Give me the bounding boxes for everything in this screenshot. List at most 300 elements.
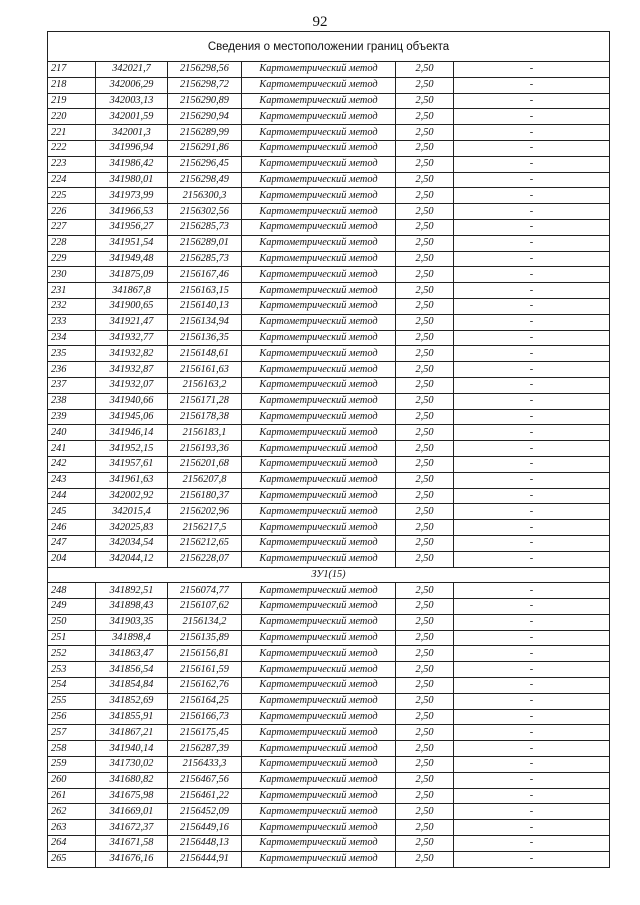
description-cell: -	[454, 662, 610, 678]
point-number-cell: 240	[48, 425, 96, 441]
point-number-cell: 249	[48, 599, 96, 615]
accuracy-cell: 2,50	[396, 393, 454, 409]
x-coordinate-cell: 341867,8	[96, 283, 168, 299]
table-row	[48, 346, 610, 362]
x-coordinate-cell: 341856,54	[96, 662, 168, 678]
method-cell: Картометрический метод	[242, 156, 396, 172]
description-cell: -	[454, 614, 610, 630]
description-cell: -	[454, 472, 610, 488]
accuracy-cell: 2,50	[396, 851, 454, 867]
y-coordinate-cell: 2156180,37	[168, 488, 242, 504]
point-number-cell: 248	[48, 583, 96, 599]
point-number-cell: 256	[48, 709, 96, 725]
method-cell: Картометрический метод	[242, 172, 396, 188]
accuracy-cell: 2,50	[396, 804, 454, 820]
method-cell: Картометрический метод	[242, 188, 396, 204]
point-number-cell: 257	[48, 725, 96, 741]
description-cell: -	[454, 456, 610, 472]
description-cell: -	[454, 172, 610, 188]
point-number-cell: 221	[48, 125, 96, 141]
point-number-cell: 230	[48, 267, 96, 283]
table-row	[48, 409, 610, 425]
x-coordinate-cell: 341898,4	[96, 630, 168, 646]
method-cell: Картометрический метод	[242, 109, 396, 125]
x-coordinate-cell: 341680,82	[96, 772, 168, 788]
table-row	[48, 62, 610, 78]
method-cell: Картометрический метод	[242, 472, 396, 488]
method-cell: Картометрический метод	[242, 393, 396, 409]
description-cell: -	[454, 836, 610, 852]
method-cell: Картометрический метод	[242, 804, 396, 820]
x-coordinate-cell: 341892,51	[96, 583, 168, 599]
point-number-cell: 254	[48, 678, 96, 694]
description-cell: -	[454, 725, 610, 741]
x-coordinate-cell: 341921,47	[96, 314, 168, 330]
x-coordinate-cell: 341980,01	[96, 172, 168, 188]
description-cell: -	[454, 219, 610, 235]
point-number-cell: 218	[48, 77, 96, 93]
y-coordinate-cell: 2156074,77	[168, 583, 242, 599]
description-cell: -	[454, 804, 610, 820]
table-row	[48, 599, 610, 615]
description-cell: -	[454, 630, 610, 646]
x-coordinate-cell: 342034,54	[96, 535, 168, 551]
method-cell: Картометрический метод	[242, 456, 396, 472]
point-number-cell: 262	[48, 804, 96, 820]
y-coordinate-cell: 2156207,8	[168, 472, 242, 488]
x-coordinate-cell: 341854,84	[96, 678, 168, 694]
method-cell: Картометрический метод	[242, 283, 396, 299]
y-coordinate-cell: 2156298,56	[168, 62, 242, 78]
y-coordinate-cell: 2156148,61	[168, 346, 242, 362]
x-coordinate-cell: 341875,09	[96, 267, 168, 283]
accuracy-cell: 2,50	[396, 741, 454, 757]
description-cell: -	[454, 393, 610, 409]
point-number-cell: 220	[48, 109, 96, 125]
y-coordinate-cell: 2156164,25	[168, 693, 242, 709]
point-number-cell: 234	[48, 330, 96, 346]
accuracy-cell: 2,50	[396, 267, 454, 283]
method-cell: Картометрический метод	[242, 204, 396, 220]
description-cell: -	[454, 551, 610, 567]
x-coordinate-cell: 341903,35	[96, 614, 168, 630]
table-row	[48, 140, 610, 156]
y-coordinate-cell: 2156444,91	[168, 851, 242, 867]
x-coordinate-cell: 341675,98	[96, 788, 168, 804]
x-coordinate-cell: 341852,69	[96, 693, 168, 709]
y-coordinate-cell: 2156228,07	[168, 551, 242, 567]
description-cell: -	[454, 535, 610, 551]
point-number-cell: 233	[48, 314, 96, 330]
method-cell: Картометрический метод	[242, 662, 396, 678]
x-coordinate-cell: 341932,87	[96, 362, 168, 378]
accuracy-cell: 2,50	[396, 709, 454, 725]
table-row	[48, 520, 610, 536]
accuracy-cell: 2,50	[396, 788, 454, 804]
section-label: ЗУ1(15)	[48, 567, 610, 583]
point-number-cell: 258	[48, 741, 96, 757]
table-row	[48, 551, 610, 567]
method-cell: Картометрический метод	[242, 678, 396, 694]
point-number-cell: 217	[48, 62, 96, 78]
method-cell: Картометрический метод	[242, 125, 396, 141]
description-cell: -	[454, 362, 610, 378]
point-number-cell: 237	[48, 377, 96, 393]
accuracy-cell: 2,50	[396, 235, 454, 251]
method-cell: Картометрический метод	[242, 441, 396, 457]
point-number-cell: 228	[48, 235, 96, 251]
table-row	[48, 725, 610, 741]
y-coordinate-cell: 2156107,62	[168, 599, 242, 615]
x-coordinate-cell: 341957,61	[96, 456, 168, 472]
point-number-cell: 255	[48, 693, 96, 709]
method-cell: Картометрический метод	[242, 314, 396, 330]
x-coordinate-cell: 341945,06	[96, 409, 168, 425]
y-coordinate-cell: 2156217,5	[168, 520, 242, 536]
accuracy-cell: 2,50	[396, 693, 454, 709]
point-number-cell: 250	[48, 614, 96, 630]
x-coordinate-cell: 342003,13	[96, 93, 168, 109]
description-cell: -	[454, 125, 610, 141]
table-row	[48, 535, 610, 551]
point-number-cell: 204	[48, 551, 96, 567]
method-cell: Картометрический метод	[242, 836, 396, 852]
description-cell: -	[454, 93, 610, 109]
table-row	[48, 504, 610, 520]
description-cell: -	[454, 156, 610, 172]
x-coordinate-cell: 341949,48	[96, 251, 168, 267]
method-cell: Картометрический метод	[242, 298, 396, 314]
method-cell: Картометрический метод	[242, 725, 396, 741]
point-number-cell: 247	[48, 535, 96, 551]
point-number-cell: 259	[48, 757, 96, 773]
table-row	[48, 583, 610, 599]
accuracy-cell: 2,50	[396, 488, 454, 504]
accuracy-cell: 2,50	[396, 820, 454, 836]
description-cell: -	[454, 251, 610, 267]
x-coordinate-cell: 341996,94	[96, 140, 168, 156]
y-coordinate-cell: 2156300,3	[168, 188, 242, 204]
y-coordinate-cell: 2156467,56	[168, 772, 242, 788]
x-coordinate-cell: 341863,47	[96, 646, 168, 662]
description-cell: -	[454, 267, 610, 283]
x-coordinate-cell: 341672,37	[96, 820, 168, 836]
method-cell: Картометрический метод	[242, 535, 396, 551]
method-cell: Картометрический метод	[242, 504, 396, 520]
point-number-cell: 263	[48, 820, 96, 836]
table-row	[48, 204, 610, 220]
accuracy-cell: 2,50	[396, 409, 454, 425]
table-row	[48, 851, 610, 867]
accuracy-cell: 2,50	[396, 535, 454, 551]
description-cell: -	[454, 235, 610, 251]
table-row	[48, 377, 610, 393]
y-coordinate-cell: 2156290,89	[168, 93, 242, 109]
point-number-cell: 251	[48, 630, 96, 646]
y-coordinate-cell: 2156136,35	[168, 330, 242, 346]
description-cell: -	[454, 646, 610, 662]
y-coordinate-cell: 2156298,72	[168, 77, 242, 93]
method-cell: Картометрический метод	[242, 425, 396, 441]
accuracy-cell: 2,50	[396, 520, 454, 536]
method-cell: Картометрический метод	[242, 788, 396, 804]
method-cell: Картометрический метод	[242, 599, 396, 615]
y-coordinate-cell: 2156296,45	[168, 156, 242, 172]
accuracy-cell: 2,50	[396, 204, 454, 220]
method-cell: Картометрический метод	[242, 614, 396, 630]
description-cell: -	[454, 409, 610, 425]
table-row	[48, 678, 610, 694]
accuracy-cell: 2,50	[396, 188, 454, 204]
table-row	[48, 109, 610, 125]
table-row	[48, 836, 610, 852]
y-coordinate-cell: 2156302,56	[168, 204, 242, 220]
description-cell: -	[454, 757, 610, 773]
table-row	[48, 314, 610, 330]
x-coordinate-cell: 341932,82	[96, 346, 168, 362]
y-coordinate-cell: 2156285,73	[168, 251, 242, 267]
accuracy-cell: 2,50	[396, 283, 454, 299]
description-cell: -	[454, 488, 610, 504]
method-cell: Картометрический метод	[242, 757, 396, 773]
accuracy-cell: 2,50	[396, 583, 454, 599]
point-number-cell: 232	[48, 298, 96, 314]
x-coordinate-cell: 341898,43	[96, 599, 168, 615]
y-coordinate-cell: 2156163,2	[168, 377, 242, 393]
table-row	[48, 693, 610, 709]
table-row	[48, 93, 610, 109]
table-row	[48, 757, 610, 773]
point-number-cell: 243	[48, 472, 96, 488]
description-cell: -	[454, 140, 610, 156]
x-coordinate-cell: 342044,12	[96, 551, 168, 567]
table-row	[48, 614, 610, 630]
description-cell: -	[454, 204, 610, 220]
method-cell: Картометрический метод	[242, 330, 396, 346]
point-number-cell: 261	[48, 788, 96, 804]
method-cell: Картометрический метод	[242, 646, 396, 662]
point-number-cell: 241	[48, 441, 96, 457]
y-coordinate-cell: 2156287,39	[168, 741, 242, 757]
description-cell: -	[454, 109, 610, 125]
y-coordinate-cell: 2156202,96	[168, 504, 242, 520]
x-coordinate-cell: 341932,07	[96, 377, 168, 393]
table-row	[48, 741, 610, 757]
description-cell: -	[454, 772, 610, 788]
x-coordinate-cell: 342025,83	[96, 520, 168, 536]
description-cell: -	[454, 599, 610, 615]
x-coordinate-cell: 341855,91	[96, 709, 168, 725]
y-coordinate-cell: 2156178,38	[168, 409, 242, 425]
x-coordinate-cell: 341946,14	[96, 425, 168, 441]
method-cell: Картометрический метод	[242, 488, 396, 504]
point-number-cell: 235	[48, 346, 96, 362]
accuracy-cell: 2,50	[396, 646, 454, 662]
description-cell: -	[454, 77, 610, 93]
x-coordinate-cell: 341951,54	[96, 235, 168, 251]
description-cell: -	[454, 298, 610, 314]
accuracy-cell: 2,50	[396, 109, 454, 125]
y-coordinate-cell: 2156156,81	[168, 646, 242, 662]
point-number-cell: 231	[48, 283, 96, 299]
table-row	[48, 472, 610, 488]
table-row	[48, 630, 610, 646]
method-cell: Картометрический метод	[242, 62, 396, 78]
accuracy-cell: 2,50	[396, 772, 454, 788]
table-row	[48, 188, 610, 204]
method-cell: Картометрический метод	[242, 583, 396, 599]
accuracy-cell: 2,50	[396, 346, 454, 362]
table-row	[48, 393, 610, 409]
x-coordinate-cell: 342001,3	[96, 125, 168, 141]
point-number-cell: 252	[48, 646, 96, 662]
accuracy-cell: 2,50	[396, 757, 454, 773]
method-cell: Картометрический метод	[242, 851, 396, 867]
x-coordinate-cell: 341676,16	[96, 851, 168, 867]
accuracy-cell: 2,50	[396, 662, 454, 678]
method-cell: Картометрический метод	[242, 409, 396, 425]
point-number-cell: 236	[48, 362, 96, 378]
accuracy-cell: 2,50	[396, 551, 454, 567]
method-cell: Картометрический метод	[242, 251, 396, 267]
method-cell: Картометрический метод	[242, 520, 396, 536]
table-row	[48, 219, 610, 235]
y-coordinate-cell: 2156433,3	[168, 757, 242, 773]
accuracy-cell: 2,50	[396, 725, 454, 741]
x-coordinate-cell: 342006,29	[96, 77, 168, 93]
y-coordinate-cell: 2156175,45	[168, 725, 242, 741]
y-coordinate-cell: 2156134,2	[168, 614, 242, 630]
y-coordinate-cell: 2156289,01	[168, 235, 242, 251]
y-coordinate-cell: 2156291,86	[168, 140, 242, 156]
accuracy-cell: 2,50	[396, 298, 454, 314]
point-number-cell: 246	[48, 520, 96, 536]
point-number-cell: 239	[48, 409, 96, 425]
y-coordinate-cell: 2156161,59	[168, 662, 242, 678]
x-coordinate-cell: 341986,42	[96, 156, 168, 172]
x-coordinate-cell: 342015,4	[96, 504, 168, 520]
table-row	[48, 425, 610, 441]
accuracy-cell: 2,50	[396, 425, 454, 441]
point-number-cell: 242	[48, 456, 96, 472]
point-number-cell: 253	[48, 662, 96, 678]
accuracy-cell: 2,50	[396, 172, 454, 188]
table-row	[48, 804, 610, 820]
method-cell: Картометрический метод	[242, 693, 396, 709]
description-cell: -	[454, 741, 610, 757]
description-cell: -	[454, 283, 610, 299]
point-number-cell: 224	[48, 172, 96, 188]
table-row	[48, 788, 610, 804]
table-row	[48, 772, 610, 788]
accuracy-cell: 2,50	[396, 77, 454, 93]
y-coordinate-cell: 2156461,22	[168, 788, 242, 804]
method-cell: Картометрический метод	[242, 362, 396, 378]
x-coordinate-cell: 341966,53	[96, 204, 168, 220]
table-row	[48, 330, 610, 346]
description-cell: -	[454, 520, 610, 536]
y-coordinate-cell: 2156135,89	[168, 630, 242, 646]
accuracy-cell: 2,50	[396, 630, 454, 646]
description-cell: -	[454, 425, 610, 441]
x-coordinate-cell: 341671,58	[96, 836, 168, 852]
accuracy-cell: 2,50	[396, 836, 454, 852]
x-coordinate-cell: 341867,21	[96, 725, 168, 741]
x-coordinate-cell: 341956,27	[96, 219, 168, 235]
table-row	[48, 235, 610, 251]
method-cell: Картометрический метод	[242, 219, 396, 235]
table-row	[48, 298, 610, 314]
y-coordinate-cell: 2156163,15	[168, 283, 242, 299]
y-coordinate-cell: 2156289,99	[168, 125, 242, 141]
table-title: Сведения о местоположении границ объекта	[48, 32, 610, 62]
method-cell: Картометрический метод	[242, 630, 396, 646]
table-row	[48, 172, 610, 188]
accuracy-cell: 2,50	[396, 362, 454, 378]
accuracy-cell: 2,50	[396, 456, 454, 472]
table-row	[48, 456, 610, 472]
point-number-cell: 227	[48, 219, 96, 235]
y-coordinate-cell: 2156140,13	[168, 298, 242, 314]
description-cell: -	[454, 441, 610, 457]
method-cell: Картометрический метод	[242, 741, 396, 757]
accuracy-cell: 2,50	[396, 251, 454, 267]
table-row	[48, 156, 610, 172]
method-cell: Картометрический метод	[242, 820, 396, 836]
method-cell: Картометрический метод	[242, 140, 396, 156]
y-coordinate-cell: 2156134,94	[168, 314, 242, 330]
accuracy-cell: 2,50	[396, 614, 454, 630]
method-cell: Картометрический метод	[242, 77, 396, 93]
point-number-cell: 225	[48, 188, 96, 204]
y-coordinate-cell: 2156162,76	[168, 678, 242, 694]
method-cell: Картометрический метод	[242, 267, 396, 283]
description-cell: -	[454, 504, 610, 520]
y-coordinate-cell: 2156171,28	[168, 393, 242, 409]
description-cell: -	[454, 62, 610, 78]
description-cell: -	[454, 693, 610, 709]
y-coordinate-cell: 2156298,49	[168, 172, 242, 188]
accuracy-cell: 2,50	[396, 62, 454, 78]
accuracy-cell: 2,50	[396, 314, 454, 330]
accuracy-cell: 2,50	[396, 441, 454, 457]
y-coordinate-cell: 2156166,73	[168, 709, 242, 725]
boundary-coordinates-table	[47, 31, 610, 868]
method-cell: Картометрический метод	[242, 772, 396, 788]
y-coordinate-cell: 2156201,68	[168, 456, 242, 472]
point-number-cell: 223	[48, 156, 96, 172]
y-coordinate-cell: 2156448,13	[168, 836, 242, 852]
x-coordinate-cell: 341730,02	[96, 757, 168, 773]
description-cell: -	[454, 788, 610, 804]
description-cell: -	[454, 851, 610, 867]
point-number-cell: 265	[48, 851, 96, 867]
accuracy-cell: 2,50	[396, 377, 454, 393]
point-number-cell: 260	[48, 772, 96, 788]
table-row	[48, 125, 610, 141]
table-row	[48, 709, 610, 725]
accuracy-cell: 2,50	[396, 472, 454, 488]
point-number-cell: 238	[48, 393, 96, 409]
point-number-cell: 222	[48, 140, 96, 156]
x-coordinate-cell: 341940,14	[96, 741, 168, 757]
x-coordinate-cell: 341940,66	[96, 393, 168, 409]
accuracy-cell: 2,50	[396, 156, 454, 172]
method-cell: Картометрический метод	[242, 93, 396, 109]
x-coordinate-cell: 341952,15	[96, 441, 168, 457]
method-cell: Картометрический метод	[242, 346, 396, 362]
method-cell: Картометрический метод	[242, 377, 396, 393]
